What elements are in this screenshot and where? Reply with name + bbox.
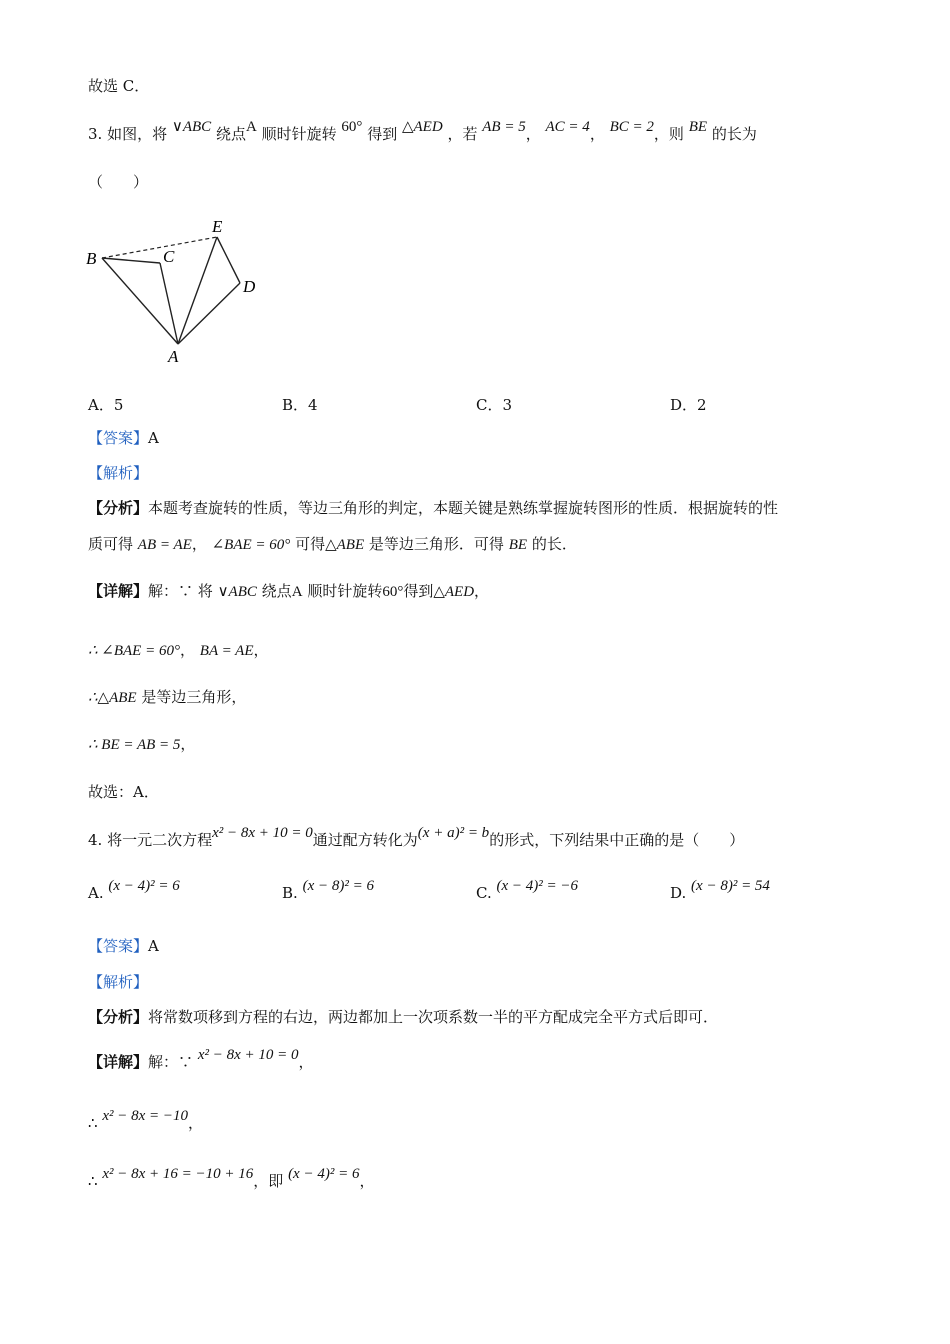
q3-option-b[interactable]: B．4 bbox=[282, 396, 318, 414]
q4-detail-3e: ， bbox=[359, 1172, 375, 1190]
q4-option-c[interactable] bbox=[476, 878, 579, 903]
q3-text-2: 顺时针旋转 bbox=[261, 125, 337, 143]
q4-option-d[interactable] bbox=[670, 878, 770, 903]
q4-option-a-expr: (x − 4)² = 6 bbox=[108, 878, 180, 894]
q3-answer bbox=[88, 428, 159, 448]
q3-angle: 60° bbox=[341, 119, 363, 135]
q3-num: 3. 如图，将 bbox=[88, 125, 168, 143]
q4-analysis-tag: 【解析】 bbox=[88, 973, 149, 991]
q3-stem bbox=[88, 119, 757, 145]
q3-text-3: 得到 bbox=[367, 125, 398, 143]
q3-option-d[interactable]: D．2 bbox=[670, 396, 707, 414]
q4-detail-2a: ∴ bbox=[88, 1114, 98, 1132]
q3-fenxi-2h: BE bbox=[508, 537, 528, 553]
fig-label-e: E bbox=[212, 217, 223, 236]
q3-detail-1f: 60° bbox=[382, 584, 404, 600]
q3-detail-1a: 解：∵ 将 bbox=[148, 582, 213, 600]
fig-line-ed bbox=[217, 237, 240, 283]
q3-detail-3b: 是等边三角形， bbox=[141, 688, 247, 706]
q3-detail-3a: ∴△ABE bbox=[88, 690, 137, 706]
q3-detail-4 bbox=[88, 734, 195, 755]
q3-detail-1i: ， bbox=[474, 582, 490, 600]
q4-num: 4. 将一元二次方程 bbox=[88, 831, 213, 849]
q4-option-d-label: D. bbox=[670, 884, 687, 902]
q3-text-1: 绕点 bbox=[215, 125, 246, 143]
fig-line-be bbox=[102, 237, 217, 258]
q3-tri-aed: △AED bbox=[401, 119, 443, 135]
q3-option-a[interactable]: A．5 bbox=[88, 396, 124, 414]
q4-equation: x² − 8x + 10 = 0 bbox=[212, 825, 313, 841]
q3-point-a: A bbox=[245, 119, 257, 135]
q3-fenxi-2c: ， bbox=[191, 535, 207, 553]
fig-line-ea bbox=[178, 237, 217, 344]
q3-fenxi-2b: AB = AE bbox=[137, 537, 192, 553]
fig-line-ba bbox=[102, 258, 178, 344]
q3-paren: （ ） bbox=[88, 173, 149, 191]
q4-detail-1 bbox=[88, 1047, 314, 1073]
fig-label-d: D bbox=[243, 277, 256, 296]
q3-detail-1c: 绕点 bbox=[261, 582, 292, 600]
q4-detail-3d: (x − 4)² = 6 bbox=[288, 1166, 360, 1182]
q4-option-a[interactable] bbox=[88, 878, 180, 903]
q3-answer-value: A bbox=[148, 429, 159, 447]
q4-answer-value: A bbox=[148, 937, 159, 955]
q4-text-2: 的形式，下列结果中正确的是（ ） bbox=[489, 831, 745, 849]
q3-detail-1h: △AED bbox=[433, 584, 475, 600]
fig-label-c: C bbox=[163, 247, 175, 266]
q3-detail-4a: ∴ BE = AB = 5 bbox=[88, 737, 181, 753]
q3-analysis-tag: 【解析】 bbox=[88, 464, 149, 482]
q4-detail-3b: x² − 8x + 16 = −10 + 16 bbox=[102, 1166, 254, 1182]
q3-sep-2: ， bbox=[589, 125, 605, 143]
q3-bc: BC = 2 bbox=[609, 119, 654, 135]
q3-text-6: 的长为 bbox=[711, 125, 757, 143]
q3-detail-2c: BA = AE bbox=[199, 643, 254, 659]
q4-option-d-expr: (x − 8)² = 54 bbox=[691, 878, 770, 894]
fig-line-bc bbox=[102, 258, 160, 263]
q3-fenxi-2 bbox=[88, 534, 577, 555]
q4-answer bbox=[88, 936, 159, 956]
q4-detail-2 bbox=[88, 1108, 204, 1134]
q3-ab: AB = 5 bbox=[482, 119, 526, 135]
q3-fenxi-2d: ∠BAE = 60° bbox=[211, 537, 291, 553]
q4-fenxi bbox=[88, 1007, 718, 1027]
q4-option-a-label: A. bbox=[88, 884, 104, 902]
q3-sep-1: ， bbox=[525, 125, 541, 143]
q3-fenxi-2e: 可得 bbox=[295, 535, 326, 553]
q3-text-4: ，若 bbox=[447, 125, 478, 143]
fig-line-ca bbox=[160, 263, 178, 344]
q3-detail-tag: 【详解】 bbox=[88, 582, 149, 600]
q4-detail-3c: ，即 bbox=[253, 1172, 284, 1190]
q4-form: (x + a)² = b bbox=[417, 825, 490, 841]
q3-detail-2a: ∴ ∠BAE = 60° bbox=[88, 643, 180, 659]
q4-option-b[interactable] bbox=[282, 878, 374, 903]
q3-be: BE bbox=[688, 119, 708, 135]
fig-line-da bbox=[178, 283, 240, 344]
q4-detail-2c: ， bbox=[188, 1114, 204, 1132]
q4-detail-tag: 【详解】 bbox=[88, 1053, 149, 1071]
q4-option-c-label: C. bbox=[476, 884, 492, 902]
q4-stem bbox=[88, 825, 745, 851]
q3-final: 故选：A． bbox=[88, 783, 159, 801]
q3-figure bbox=[80, 210, 280, 370]
q3-detail-1b: ∨ABC bbox=[217, 584, 257, 600]
q3-fenxi-2a: 质可得 bbox=[88, 535, 134, 553]
q4-option-b-label: B. bbox=[282, 884, 298, 902]
q4-option-c-expr: (x − 4)² = −6 bbox=[496, 878, 579, 894]
q4-text-1: 通过配方转化为 bbox=[312, 831, 418, 849]
q3-detail-2d: ， bbox=[253, 641, 269, 659]
q3-detail-3 bbox=[88, 687, 246, 708]
q3-fenxi-2i: 的长． bbox=[531, 535, 577, 553]
q3-detail-1d: A bbox=[291, 584, 303, 600]
q4-detail-1a: 解：∵ bbox=[148, 1053, 194, 1071]
q4-detail-1b: x² − 8x + 10 = 0 bbox=[197, 1047, 299, 1063]
q4-detail-3 bbox=[88, 1166, 375, 1192]
q3-fenxi-2f: △ABE bbox=[325, 537, 365, 553]
prev-answer: 故选 C． bbox=[88, 77, 150, 95]
q3-text-5: ，则 bbox=[653, 125, 684, 143]
q4-answer-tag: 【答案】 bbox=[88, 937, 149, 955]
q4-fenxi-tag: 【分析】 bbox=[88, 1008, 149, 1026]
fig-label-a: A bbox=[168, 347, 179, 366]
q4-detail-3a: ∴ bbox=[88, 1172, 98, 1190]
q3-detail-4b: ， bbox=[180, 735, 196, 753]
q4-fenxi-text: 将常数项移到方程的右边，两边都加上一次项系数一半的平方配成完全平方式后即可． bbox=[148, 1008, 719, 1026]
q3-detail-1 bbox=[88, 581, 489, 602]
q3-fenxi-tag: 【分析】 bbox=[88, 499, 149, 517]
q3-detail-2b: ， bbox=[179, 641, 195, 659]
q4-detail-2b: x² − 8x = −10 bbox=[102, 1108, 189, 1124]
q3-fenxi-1 bbox=[88, 498, 778, 518]
q3-tri-abc: ∨ABC bbox=[171, 119, 212, 135]
q3-detail-2 bbox=[88, 640, 269, 661]
q3-fenxi-text-1: 本题考查旋转的性质，等边三角形的判定，本题关键是熟练掌握旋转图形的性质．根据旋转的性 bbox=[148, 499, 779, 517]
q3-fenxi-2g: 是等边三角形．可得 bbox=[368, 535, 504, 553]
q3-ac: AC = 4 bbox=[545, 119, 590, 135]
q3-answer-tag: 【答案】 bbox=[88, 429, 149, 447]
fig-label-b: B bbox=[86, 249, 97, 268]
q3-detail-1g: 得到 bbox=[403, 582, 434, 600]
q4-option-b-expr: (x − 8)² = 6 bbox=[302, 878, 374, 894]
q4-detail-1c: ， bbox=[298, 1053, 314, 1071]
q3-detail-1e: 顺时针旋转 bbox=[307, 582, 383, 600]
q3-option-c[interactable]: C．3 bbox=[476, 396, 513, 414]
